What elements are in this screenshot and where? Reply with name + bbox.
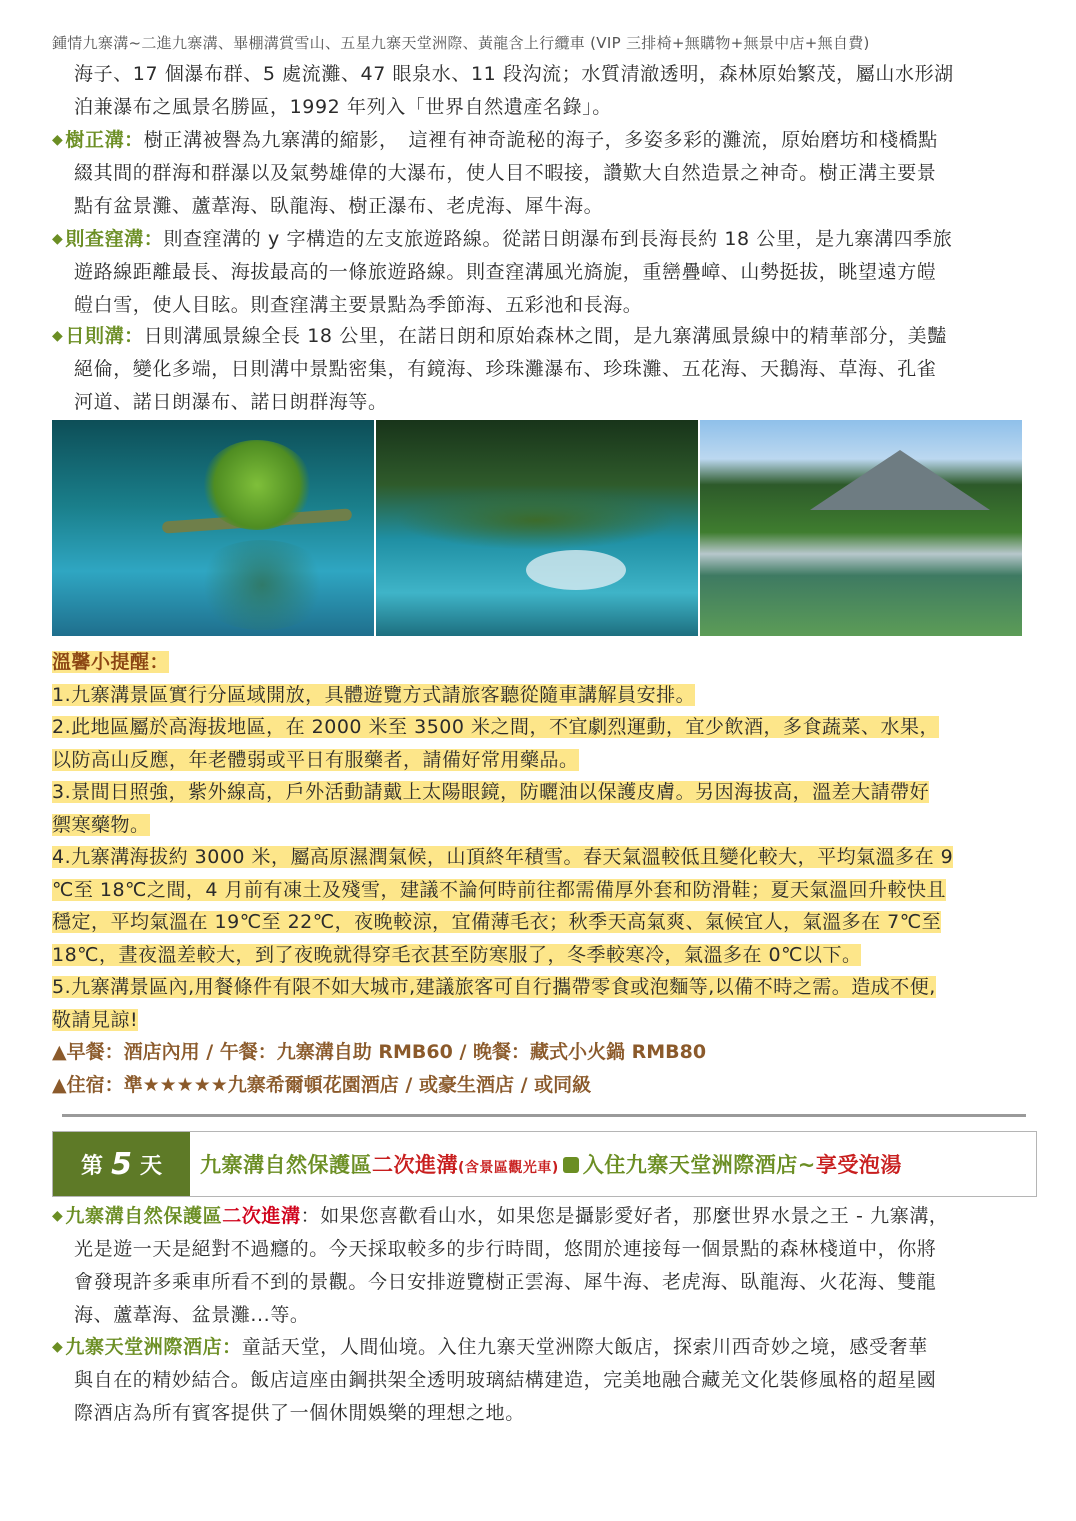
spot-line: 海、蘆葦海、盆景灘...等。 [74, 1304, 310, 1326]
spot-line: 皚白雪，使人目眩。則查窪溝主要景點為季節海、五彩池和長海。 [74, 294, 643, 316]
spot-line: 會發現許多乘車所看不到的景觀。今日安排遊覽樹正雲海、犀牛海、老虎海、臥龍海、火花海、雙龍 [74, 1271, 937, 1293]
day-title [190, 1149, 902, 1179]
spot-label: 九寨溝自然保護區 [65, 1205, 223, 1227]
spot-line: 遊路線距離最長、海拔最高的一條旅遊路線。則查窪溝風光旖旎，重巒疊嶂、山勢挺拔，眺望遠方皚 [74, 261, 937, 283]
day-suffix: 天 [139, 1153, 162, 1179]
spot-line: 絕倫，變化多端，日則溝中景點密集，有鏡海、珍珠灘瀑布、珍珠灘、五花海、天鵝海、草海、孔雀 [74, 358, 937, 380]
day-prefix: 第 [81, 1153, 104, 1179]
spot-zechawa [52, 223, 1027, 322]
spot-line: 河道、諾日朗瀑布、諾日朗群海等。 [74, 391, 388, 413]
meals-lodging [52, 1036, 706, 1102]
mountain-lake-photo [700, 420, 1022, 636]
lake-tree-photo [52, 420, 374, 636]
tip-line: 5.九寨溝景區內,用餐條件有限不如大城市,建議旅客可自行攜帶零食或泡麵等,以備不時之需。造成不便, [52, 976, 936, 998]
spot-line: 點有盆景灘、蘆葦海、臥龍海、樹正瀑布、老虎海、犀牛海。 [74, 195, 604, 217]
spot-text: 童話天堂，人間仙境。入住九寨天堂洲際大飯店，探索川西奇妙之境，感受奢華 [241, 1336, 928, 1358]
tip-line: ℃至 18℃之間，4 月前有凍土及殘雪，建議不論何時前往都需備厚外套和防滑鞋；夏天氣溫回升較快且 [52, 878, 947, 901]
intro-line: 泊兼瀑布之風景名勝區，1992 年列入「世界自然遺產名錄」。 [74, 96, 612, 118]
spot-label: 日則溝： [65, 325, 144, 347]
tips-title: 溫馨小提醒： [52, 651, 170, 673]
spot-rize [52, 320, 1027, 419]
spot-label-highlight: 二次進溝 [222, 1205, 301, 1227]
page-header: 鍾情九寨溝~二進九寨溝、畢棚溝賞雪山、五星九寨天堂洲際、黃龍含上行纜車 (VIP 三排椅+無購物+無景中店+無自費) [52, 34, 870, 52]
spot-text: 樹正溝被譽為九寨溝的縮影， 這裡有神奇詭秘的海子，多姿多彩的灘流，原始磨坊和棧橋點 [143, 129, 938, 151]
day-badge [53, 1132, 190, 1196]
day-title-highlight: 享受泡湯 [815, 1153, 902, 1177]
diamond-bullet-icon: ◆ [52, 1208, 64, 1224]
aerial-lakes-photo [376, 420, 698, 636]
day-spot-hotel [52, 1331, 1027, 1430]
day-spot-jiuzhaigou [52, 1200, 1027, 1332]
day-title-part: 九寨溝自然保護區 [200, 1153, 372, 1177]
spot-line: 綴其間的群海和群瀑以及氣勢雄偉的大瀑布，使人目不暇接，讚歎大自然造景之神奇。樹正溝主要景 [74, 162, 937, 184]
spot-line: 際酒店為所有賓客提供了一個休閒娛樂的理想之地。 [74, 1402, 525, 1424]
tip-line: 穩定，平均氣溫在 19℃至 22℃，夜晚較涼，宜備薄毛衣；秋季天高氣爽、氣候宜人，氣溫多在 7℃至 [52, 911, 942, 933]
tip-line: 3.景間日照強，紫外線高，戶外活動請戴上太陽眼鏡，防曬油以保護皮膚。另因海拔高，溫差大請帶好 [52, 781, 930, 803]
diamond-bullet-icon: ◆ [52, 1339, 64, 1355]
tip-line: 以防高山反應，年老體弱或平日有服藥者，請備好常用藥品。 [52, 748, 579, 771]
photo-strip [52, 420, 1022, 636]
spot-text: ：如果您喜歡看山水，如果您是攝影愛好者，那麼世界水景之王 - 九寨溝， [300, 1205, 949, 1227]
meals-line: ▲早餐：酒店內用 / 午餐：九寨溝自助 RMB60 / 晚餐：藏式小火鍋 RMB80 [52, 1041, 707, 1063]
diamond-bullet-icon: ◆ [52, 328, 64, 344]
spot-label: 九寨天堂洲際酒店： [65, 1336, 242, 1358]
tips-box [52, 646, 1027, 1036]
intro-paragraph [52, 58, 1027, 124]
tip-line: 2.此地區屬於高海拔地區，在 2000 米至 3500 米之間，不宜劇烈運動，宜少飲酒，多食蔬菜、水果， [52, 716, 939, 738]
diamond-bullet-icon: ◆ [52, 231, 64, 247]
spot-text: 日則溝風景線全長 18 公里，在諾日朗和原始森林之間，是九寨溝風景線中的精華部分，美豔 [143, 325, 947, 347]
spot-label: 則查窪溝： [65, 228, 164, 250]
lodging-line: ▲住宿：準★★★★★九寨希爾頓花園酒店 / 或豪生酒店 / 或同級 [52, 1074, 592, 1096]
intro-line: 海子、17 個瀑布群、5 處流灘、47 眼泉水、11 段沟流；水質清澈透明，森林原始繁茂，屬山水形湖 [74, 63, 954, 85]
day-title-part: 入住九寨天堂洲際酒店~ [582, 1153, 816, 1177]
day-header [52, 1131, 1037, 1197]
tip-line: 18℃，晝夜溫差較大，到了夜晚就得穿毛衣甚至防寒服了，冬季較寒冷，氣溫多在 0℃以下。 [52, 943, 862, 966]
tip-line: 4.九寨溝海拔約 3000 米，屬高原濕潤氣候，山頂終年積雪。春天氣溫較低且變化較大，平均氣溫多在 9 [52, 846, 954, 868]
day-title-note: (含景區觀光車) [458, 1160, 559, 1176]
tip-line: 1.九寨溝景區實行分區域開放，具體遊覽方式請旅客聽從隨車講解員安排。 [52, 683, 696, 706]
spot-line: 與自在的精妙結合。飯店這座由鋼拱架全透明玻璃結構建造，完美地融合藏羌文化裝修風格的超星國 [74, 1369, 937, 1391]
diamond-bullet-icon: ◆ [52, 132, 64, 148]
spot-shuzheng [52, 124, 1027, 223]
day-title-highlight: 二次進溝 [372, 1153, 458, 1177]
section-divider [62, 1114, 1026, 1117]
day-number: 5 [111, 1146, 132, 1182]
spot-text: 則查窪溝的 y 字構造的左支旅遊路線。從諾日朗瀑布到長海長約 18 公里，是九寨溝四季旅 [163, 228, 953, 250]
bus-icon [563, 1157, 579, 1173]
spot-line: 光是遊一天是絕對不過癮的。今天採取較多的步行時間，悠閒於連接每一個景點的森林棧道中，你將 [74, 1238, 937, 1260]
tip-line: 禦寒藥物。 [52, 813, 150, 836]
tip-line: 敬請見諒! [52, 1008, 139, 1031]
spot-label: 樹正溝： [65, 129, 144, 151]
